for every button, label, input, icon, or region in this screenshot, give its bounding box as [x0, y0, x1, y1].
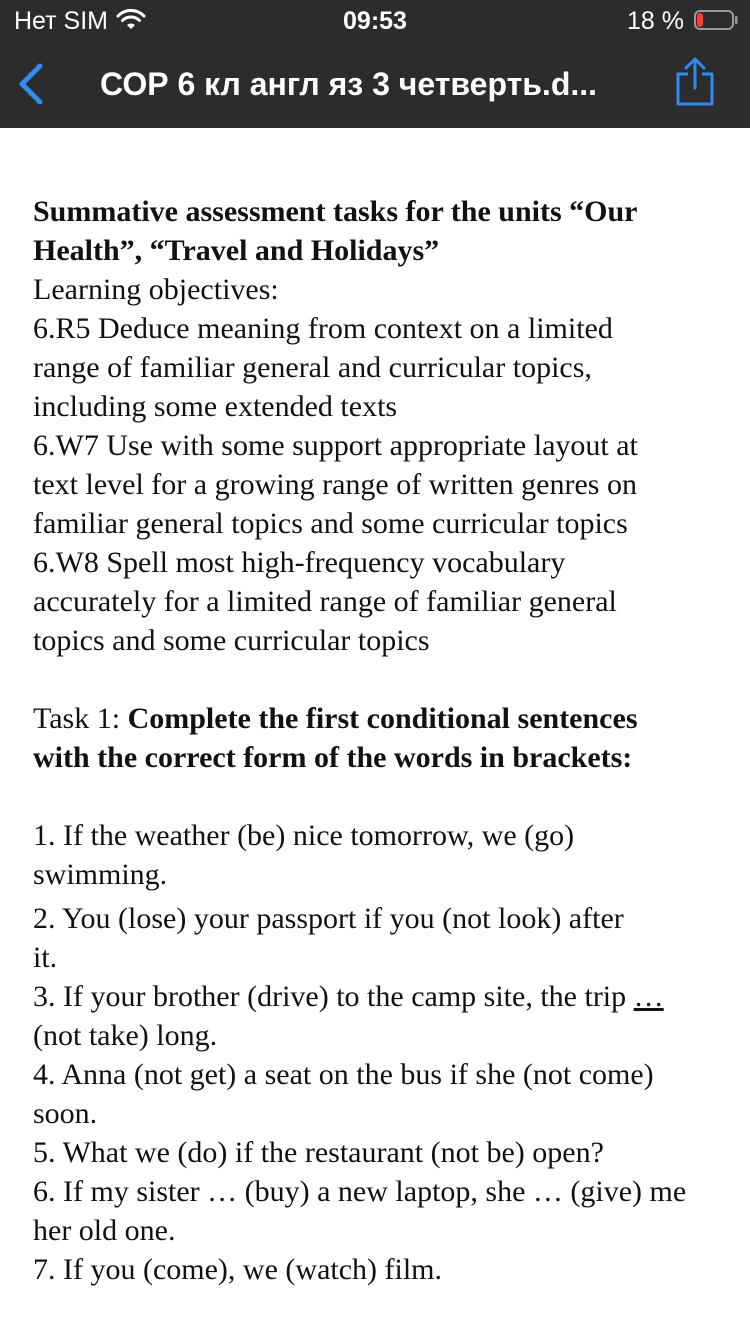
sentence-5: 5. What we (do) if the restaurant (not be) open? — [33, 1136, 604, 1169]
objective-w7: text level for a growing range of written genres on — [33, 468, 637, 501]
objective-w8: topics and some curricular topics — [33, 624, 430, 657]
sentence-3: 3. If your brother (drive) to the camp site, the trip … — [33, 980, 664, 1013]
sentence-1: swimming. — [33, 858, 168, 891]
sentence-1: 1. If the weather (be) nice tomorrow, we (go) — [33, 819, 575, 852]
paragraph-gap — [33, 660, 750, 699]
objective-r5: range of familiar general and curricular topics, — [33, 351, 592, 384]
sentence-4: 4. Anna (not get) a seat on the bus if she (not come) — [33, 1058, 654, 1091]
task-heading: with the correct form of the words in brackets: — [33, 741, 633, 774]
navigation-bar — [0, 40, 750, 128]
paragraph-gap — [33, 777, 750, 816]
status-bar — [0, 0, 750, 40]
back-chevron-icon[interactable] — [16, 62, 46, 106]
clock: 09:53 — [343, 7, 407, 35]
sentence-2: 2. You (lose) your passport if you (not look) after — [33, 902, 624, 935]
objective-w8: accurately for a limited range of familiar general — [33, 585, 617, 618]
carrier-label: Нет SIM — [14, 7, 108, 35]
objective-r5: including some extended texts — [33, 390, 398, 423]
share-icon[interactable] — [674, 56, 716, 108]
heading-line: Summative assessment tasks for the units “Our — [33, 195, 638, 228]
battery-fill — [697, 13, 703, 27]
objective-w8: 6.W8 Spell most high-frequency vocabulary — [33, 546, 566, 579]
objective-r5: 6.R5 Deduce meaning from context on a limited — [33, 312, 613, 345]
document-body — [33, 192, 750, 1289]
document-title: СОР 6 кл англ яз 3 четверть.d... — [100, 66, 598, 102]
sentence-6: her old one. — [33, 1214, 176, 1247]
sentence-3: (not take) long. — [33, 1019, 218, 1052]
sentence-2: it. — [33, 941, 58, 974]
sentence-7: 7. If you (come), we (watch) film. — [33, 1253, 443, 1286]
objectives-label: Learning objectives: — [33, 273, 279, 306]
heading-line: Health”, “Travel and Holidays” — [33, 234, 440, 267]
sentence-4: soon. — [33, 1097, 98, 1130]
sentence-6: 6. If my sister … (buy) a new laptop, she … (give) me — [33, 1175, 687, 1208]
objective-w7: 6.W7 Use with some support appropriate layout at — [33, 429, 638, 462]
objective-w7: familiar general topics and some curricular topics — [33, 507, 628, 540]
battery-percent: 18 % — [627, 7, 684, 35]
task-heading: Task 1: Complete the first conditional sentences — [33, 702, 638, 735]
battery-icon — [694, 10, 738, 30]
